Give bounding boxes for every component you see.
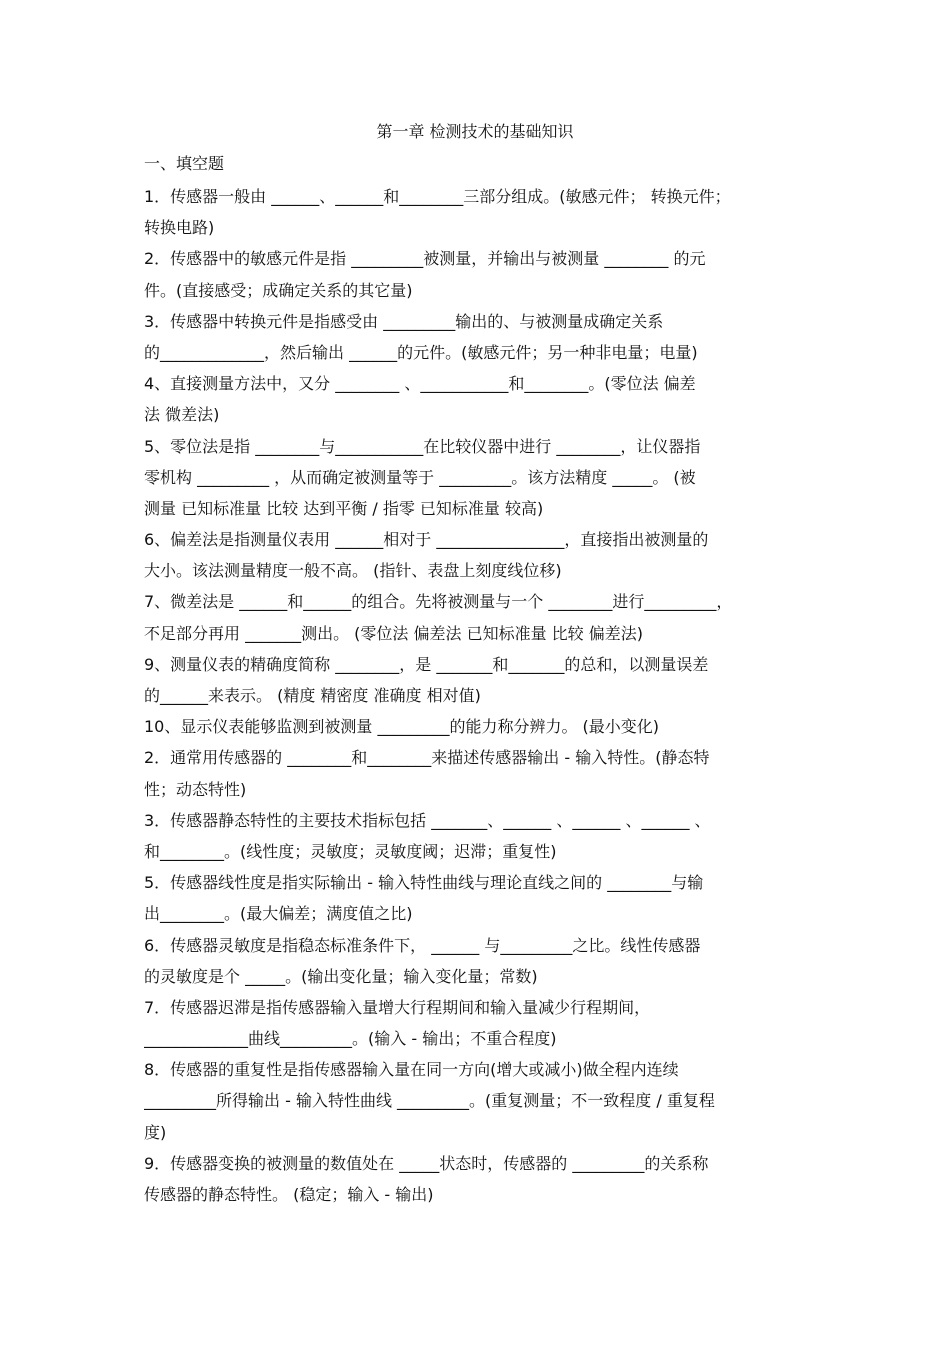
question-line: 出________。(最大偏差；满度值之比) bbox=[144, 904, 413, 924]
question-line: 1．传感器一般由 ______、______和________三部分组成。(敏感元件； 转换元件； bbox=[144, 187, 731, 206]
question-line: 4、直接测量方法中，又分 ________ 、___________和________。(零位法 偏差 bbox=[144, 374, 696, 394]
question-line: 7、微差法是 ______和______的组合。先将被测量与一个 ________进行_________， bbox=[144, 592, 733, 612]
question-line: 9．传感器变换的被测量的数值处在 _____状态时，传感器的 _________的关系称 bbox=[144, 1153, 709, 1173]
chapter-title: 第一章 检测技术的基础知识 bbox=[376, 122, 574, 141]
question-line: 件。(直接感受；成确定关系的其它量) bbox=[144, 280, 413, 300]
question-line: 大小。该法测量精度一般不高。 (指针、表盘上刻度线位移) bbox=[144, 561, 562, 581]
question-line: 8．传感器的重复性是指传感器输入量在同一方向(增大或减小)做全程内连续 bbox=[144, 1060, 679, 1080]
question-line: _________所得输出 - 输入特性曲线 _________。(重复测量；不一致程度 / 重复程 bbox=[144, 1091, 715, 1111]
question-line: 的灵敏度是个 _____。(输出变化量；输入变化量；常数) bbox=[144, 966, 538, 986]
question-line: 2．通常用传感器的 ________和________来描述传感器输出 - 输入特性。(静态特 bbox=[144, 748, 710, 768]
question-line: 法 微差法) bbox=[144, 405, 220, 425]
question-line: _____________曲线_________。(输入 - 输出；不重合程度) bbox=[144, 1029, 557, 1049]
section-heading: 一、填空题 bbox=[144, 154, 225, 173]
question-line: 10、显示仪表能够监测到被测量 _________的能力称分辨力。 (最小变化) bbox=[144, 717, 660, 737]
question-line: 9、测量仪表的精确度简称 ________，是 _______和_______的总和，以测量误差 bbox=[144, 654, 709, 674]
question-line: 6、偏差法是指测量仪表用 ______相对于 ________________，直接指出被测量的 bbox=[144, 530, 709, 550]
question-line: 3．传感器中转换元件是指感受由 _________输出的、与被测量成确定关系 bbox=[144, 311, 664, 331]
question-line: 不足部分再用 _______测出。 (零位法 偏差法 已知标准量 比较 偏差法) bbox=[144, 623, 644, 643]
question-line: 的______来表示。 (精度 精密度 准确度 相对值) bbox=[144, 686, 481, 705]
question-line: 零机构 _________ ，从而确定被测量等于 _________。该方法精度 _____。 (被 bbox=[144, 467, 696, 487]
question-line: 6．传感器灵敏度是指稳态标准条件下， ______ 与_________之比。线性传感器 bbox=[144, 935, 701, 955]
question-line: 2．传感器中的敏感元件是指 _________被测量，并输出与被测量 ________ 的元 bbox=[144, 249, 706, 269]
question-line: 的_____________，然后输出 ______的元件。(敏感元件；另一种非电量；电量) bbox=[144, 342, 698, 362]
question-line: 传感器的静态特性。 (稳定；输入 - 输出) bbox=[144, 1185, 434, 1204]
question-line: 5、零位法是指 ________与___________在比较仪器中进行 ________，让仪器指 bbox=[144, 436, 701, 456]
question-line: 转换电路) bbox=[144, 218, 215, 238]
question-line: 性；动态特性) bbox=[144, 779, 247, 799]
question-line: 测量 已知标准量 比较 达到平衡 / 指零 已知标准量 较高) bbox=[144, 498, 544, 518]
question-line: 3．传感器静态特性的主要技术指标包括 _______、______ 、______ 、______ 、 bbox=[144, 810, 711, 830]
question-line: 和________。(线性度；灵敏度；灵敏度阈；迟滞；重复性) bbox=[144, 841, 557, 861]
question-line: 7．传感器迟滞是指传感器输入量增大行程期间和输入量减少行程期间， bbox=[144, 997, 651, 1017]
question-list bbox=[144, 181, 806, 1210]
question-line: 5．传感器线性度是指实际输出 - 输入特性曲线与理论直线之间的 ________与输 bbox=[144, 873, 704, 893]
question-line: 度) bbox=[144, 1122, 167, 1142]
